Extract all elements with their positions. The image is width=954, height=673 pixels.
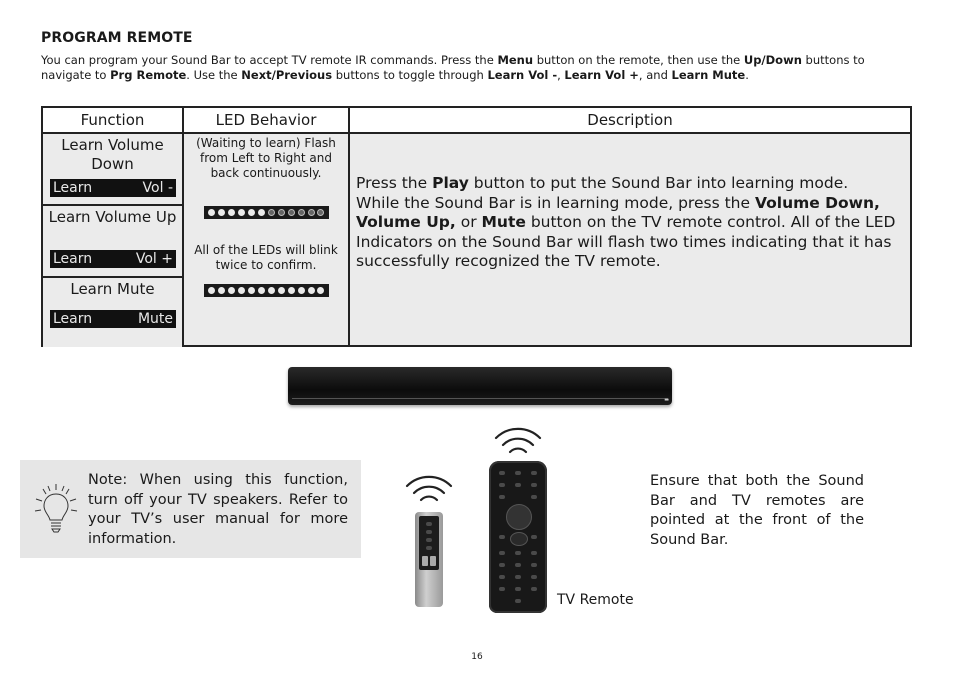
sound-bar-image [288, 367, 672, 405]
note-box [20, 460, 361, 558]
ensure-text: Ensure that both the Sound Bar and TV remotes are pointed at the front of the Sound Bar. [650, 473, 864, 548]
page-heading: PROGRAM REMOTE [41, 30, 193, 46]
function-row [43, 134, 182, 204]
function-title: Learn Volume Down [61, 136, 164, 173]
tv-remote-label: TV Remote [557, 592, 634, 608]
header-led-behavior: LED Behavior [215, 111, 317, 129]
led-strip-sweep [204, 206, 329, 219]
intro-paragraph: You can program your Sound Bar to accept TV remote IR commands. Press the Menu button on the remote, then use the Up/Down buttons to navigate to Prg Remote. Use the Next/Previous buttons to toggle through Learn Vol -, Learn Vol +, and Learn Mute. [41, 53, 865, 82]
led-waiting-text: (Waiting to learn) Flash from Left to Right and back continuously. [196, 136, 336, 180]
display-bar: Learn Vol - [50, 179, 176, 197]
lightbulb-icon [33, 482, 79, 534]
sound-bar-logo: ▬ [664, 397, 669, 403]
display-bar: Learn Mute [50, 310, 176, 328]
header-description: Description [587, 111, 673, 129]
note-text: Note: When using this function, turn off your TV speakers. Refer to your TV’s user manual for more information. [88, 472, 348, 547]
function-title: Learn Volume Up [48, 208, 177, 226]
page-number: 16 [471, 652, 483, 662]
function-row [43, 206, 182, 276]
header-function: Function [80, 111, 145, 129]
led-behavior-cell [184, 134, 348, 345]
led-confirm-text: All of the LEDs will blink twice to confirm. [194, 243, 338, 272]
description-text: Press the Play button to put the Sound Bar into learning mode. While the Sound Bar is in learning mode, press the Volume Down, Volume Up, or Mute button on the TV remote control. All of the LED Indicators on the Sound Bar will flash two times indicating that it has successfully recognized the TV remote. [356, 174, 896, 270]
display-bar: Learn Vol + [50, 250, 176, 268]
function-row [43, 278, 182, 347]
function-title: Learn Mute [70, 280, 155, 298]
wifi-signal-icon [493, 426, 543, 456]
tv-remote-image [489, 461, 547, 613]
sound-bar-remote-image [415, 512, 443, 607]
led-strip-all-on [204, 284, 329, 297]
description-cell [350, 134, 910, 345]
wifi-signal-icon [404, 474, 454, 504]
program-remote-table [41, 106, 912, 347]
